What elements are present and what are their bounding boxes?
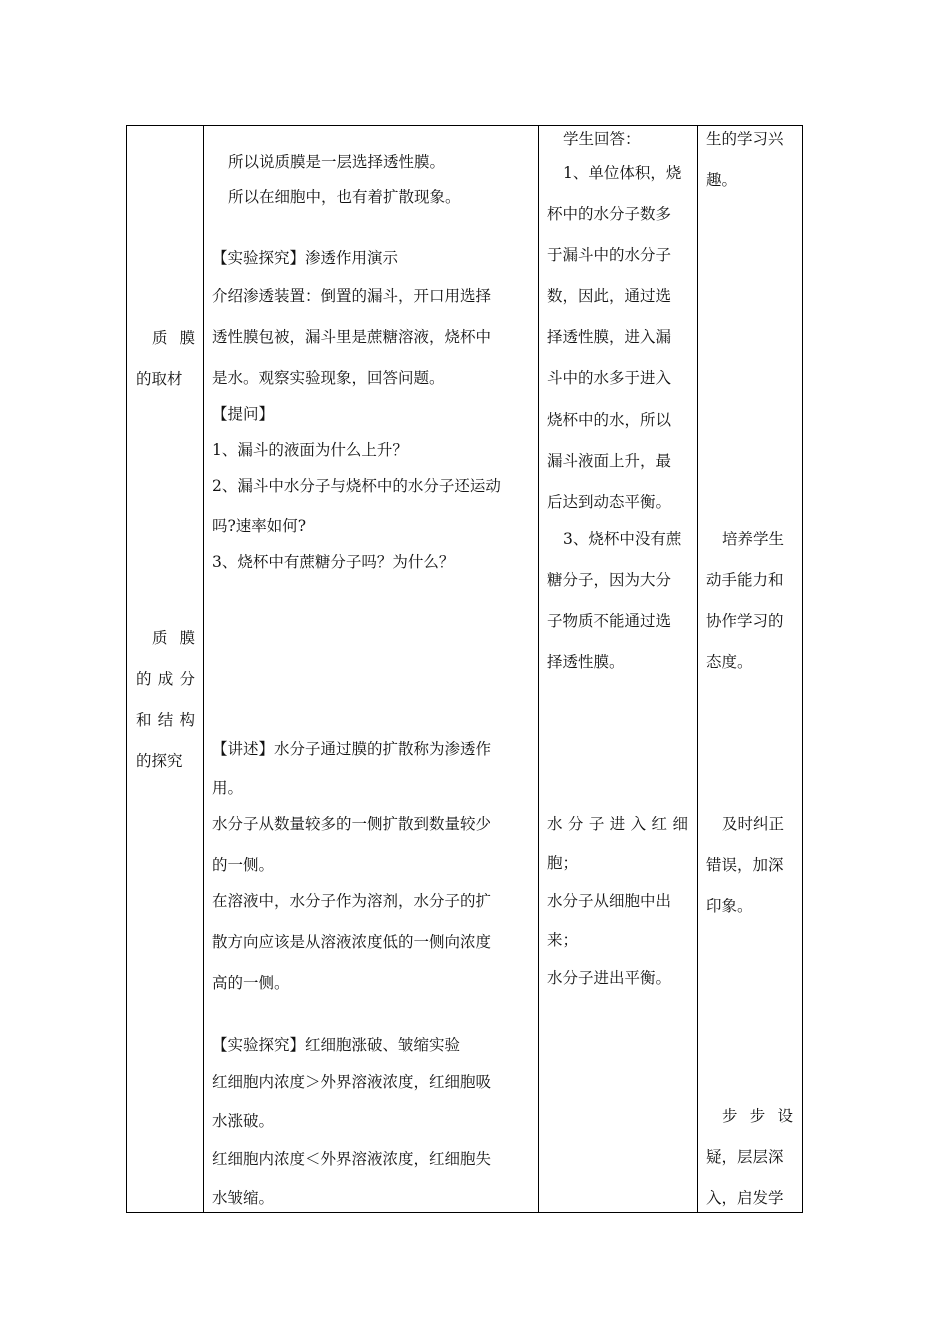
text-line: 水涨破。 (212, 1112, 275, 1130)
text-line: 动手能力和 (706, 571, 784, 589)
text-line: 入，启发学 (706, 1189, 784, 1207)
table-border-bottom (126, 1212, 803, 1213)
text-line: 漏斗液面上升，最 (547, 452, 672, 470)
text-line: 3、烧杯中有蔗糖分子吗？为什么？ (212, 553, 455, 571)
text-line: 水 分 子 进 入 红 细 (547, 815, 688, 833)
text-line: 斗中的水多于进入 (547, 369, 672, 387)
text-line: 水皱缩。 (212, 1189, 275, 1207)
table-border-right (802, 125, 803, 1213)
text-line: 步 步 设 (722, 1107, 793, 1125)
text-line: 及时纠正 (722, 815, 785, 833)
text-line: 是水。观察实验现象，回答问题。 (212, 369, 445, 387)
text-line: 【实验探究】渗透作用演示 (212, 249, 399, 267)
table-border-left (126, 125, 127, 1213)
text-line: 学生回答： (563, 130, 641, 148)
text-line: 杯中的水分子数多 (547, 205, 672, 223)
text-line: 印象。 (706, 897, 753, 915)
table-border-top (126, 125, 803, 126)
text-line: 数，因此，通过选 (547, 287, 672, 305)
text-line: 在溶液中，水分子作为溶剂，水分子的扩 (212, 892, 492, 910)
text-line: 糖分子，因为大分 (547, 571, 672, 589)
text-line: 烧杯中的水，所以 (547, 411, 672, 429)
text-line: 胞； (547, 854, 579, 872)
table-divider-2 (538, 125, 539, 1213)
text-line: 水分子从细胞中出 (547, 892, 672, 910)
text-line: 高的一侧。 (212, 974, 290, 992)
table-divider-3 (697, 125, 698, 1213)
text-line: 所以说质膜是一层选择透性膜。 (228, 153, 446, 171)
text-line: 红细胞内浓度＞外界溶液浓度，红细胞吸 (212, 1073, 492, 1091)
text-line: 红细胞内浓度＜外界溶液浓度，红细胞失 (212, 1150, 492, 1168)
text-line: 水分子从数量较多的一侧扩散到数量较少 (212, 815, 492, 833)
text-line: 子物质不能通过选 (547, 612, 672, 630)
text-line: 后达到动态平衡。 (547, 493, 672, 511)
text-line: 所以在细胞中，也有着扩散现象。 (228, 188, 461, 206)
text-line: 3、烧杯中没有蔗 (563, 530, 682, 548)
text-line: 用。 (212, 779, 244, 797)
text-line: 于漏斗中的水分子 (547, 246, 672, 264)
text-line: 介绍渗透装置：倒置的漏斗，开口用选择 (212, 287, 492, 305)
text-line: 生的学习兴 (706, 130, 784, 148)
text-line: 水分子进出平衡。 (547, 969, 672, 987)
table-divider-1 (203, 125, 204, 1213)
text-line: 吗?速率如何? (212, 517, 307, 535)
text-line: 择透性膜，进入漏 (547, 328, 672, 346)
text-line: 择透性膜。 (547, 653, 625, 671)
text-line: 来； (547, 931, 579, 949)
text-line: 1、漏斗的液面为什么上升？ (212, 441, 408, 459)
text-line: 协作学习的 (706, 612, 784, 630)
text-line: 【提问】 (212, 405, 275, 423)
text-line: 培养学生 (722, 530, 785, 548)
text-line: 【实验探究】红细胞涨破、皱缩实验 (212, 1036, 461, 1054)
text-line: 错误，加深 (706, 856, 784, 874)
text-line: 态度。 (706, 653, 753, 671)
text-line: 1、单位体积，烧 (563, 164, 682, 182)
text-line: 的一侧。 (212, 856, 275, 874)
text-line: 散方向应该是从溶液浓度低的一侧向浓度 (212, 933, 492, 951)
text-line: 透性膜包被，漏斗里是蔗糖溶液，烧杯中 (212, 328, 492, 346)
text-line: 【讲述】水分子通过膜的扩散称为渗透作 (212, 740, 492, 758)
text-line: 疑，层层深 (706, 1148, 784, 1166)
text-line: 趣。 (706, 171, 738, 189)
text-line: 2、漏斗中水分子与烧杯中的水分子还运动 (212, 477, 501, 495)
